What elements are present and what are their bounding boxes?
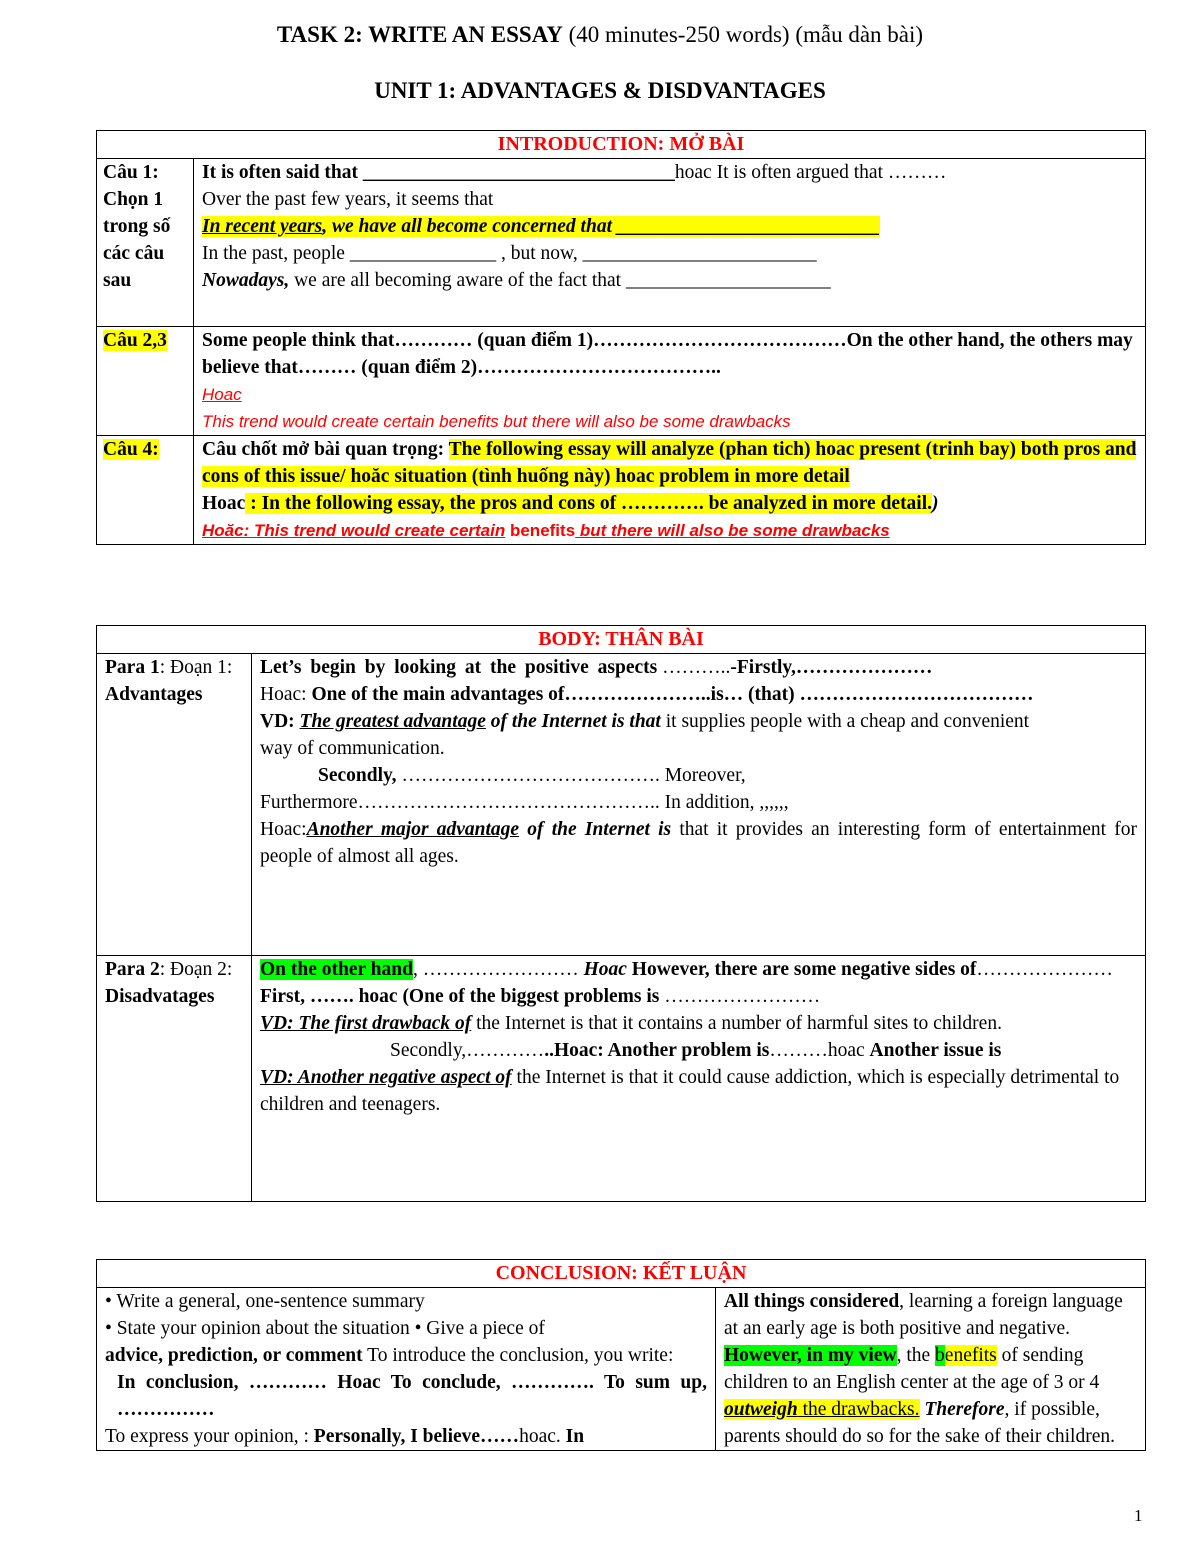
intro-row2-content: Some people think that………… (quan điểm 1)…………………………………On the other hand, the others may believe that……… (quan điểm 2)……………………………….. Hoac This trend would create certain benefits but there will also be some drawbacks [194, 327, 1146, 436]
page-title: TASK 2: WRITE AN ESSAY (40 minutes-250 words) (mẫu dàn bài) [276, 22, 924, 47]
conclusion-left-content: • Write a general, one-sentence summary • State your opinion about the situation • Give a piece of advice, prediction, or comment To introduce the conclusion, you write: In conclusion, ………… Hoac To conclude, …………. To sum up, …………… To express your opinion, : Personally, I believe……hoac. In [97, 1288, 716, 1451]
body-para1-label: Para 1: Đoạn 1: Advantages [97, 654, 252, 956]
body-para2-content: On the other hand, …………………… Hoac However, there are some negative sides of………………… First, ……. hoac (One of the biggest problems is …………………… VD: The first drawback of the Internet is that it contains a number of harmful sites to children. Secondly,…………..Hoac: Another problem is………hoac Another issue is VD: Another negative aspect of the Internet is that it could cause addiction, which is especially detrimental to children and teenagers. [252, 956, 1146, 1202]
conclusion-heading: CONCLUSION: KẾT LUẬN [97, 1260, 1146, 1288]
intro-row1-label: Câu 1: Chọn 1 trong số các câu sau [97, 159, 194, 327]
body-para2-label: Para 2: Đoạn 2: Disadvatages [97, 956, 252, 1202]
body-para1-content: Let’s begin by looking at the positive aspects ………..-Firstly,………………… Hoac: One of the main advantages of…………………..is… (that) ……………………………… VD: The greatest advantage of the Internet is that it supplies people with a cheap and convenient way of communication. Secondly, …………………………………. Moreover, Furthermore……………………………………….. In addition, ,,,,,, Hoac:Another major advantage of the Internet is that it provides an interesting form of entertainment for people of almost all ages. [252, 654, 1146, 956]
unit-title: UNIT 1: ADVANTAGES & DISDVANTAGES [374, 78, 826, 103]
conclusion-right-content: All things considered, learning a foreign language at an early age is both positive and negative. However, in my view, the benefits of sending children to an English center at the age of 3 or 4 outweigh the drawbacks. Therefore, if possible, parents should do so for the sake of their children. [716, 1288, 1146, 1451]
intro-row1-content: It is often said that ________________________________hoac It is often argued that ……… Over the past few years, it seems that In recent years, we have all become concerned that ___________________________ In the past, people _______________ , but now, ________________________ Nowadays, we are all becoming aware of the fact that _____________________ [194, 159, 1146, 327]
body-heading: BODY: THÂN BÀI [97, 626, 1146, 654]
intro-row2-label: Câu 2,3 [97, 327, 194, 436]
body-table [96, 625, 1146, 1202]
conclusion-table [96, 1259, 1146, 1451]
introduction-heading: INTRODUCTION: MỞ BÀI [97, 131, 1146, 159]
page-number: 1 [1134, 1506, 1143, 1525]
introduction-table [96, 130, 1146, 545]
intro-row3-content: Câu chốt mở bài quan trọng: The following essay will analyze (phan tich) hoac present (trinh bay) both pros and cons of this issue/ hoăc situation (tình huống này) hoac problem in more detail Hoac : In the following essay, the pros and cons of …………. be analyzed in more detail.) Hoăc: This trend would create certain benefits but there will also be some drawbacks [194, 436, 1146, 545]
intro-row3-label: Câu 4: [97, 436, 194, 545]
